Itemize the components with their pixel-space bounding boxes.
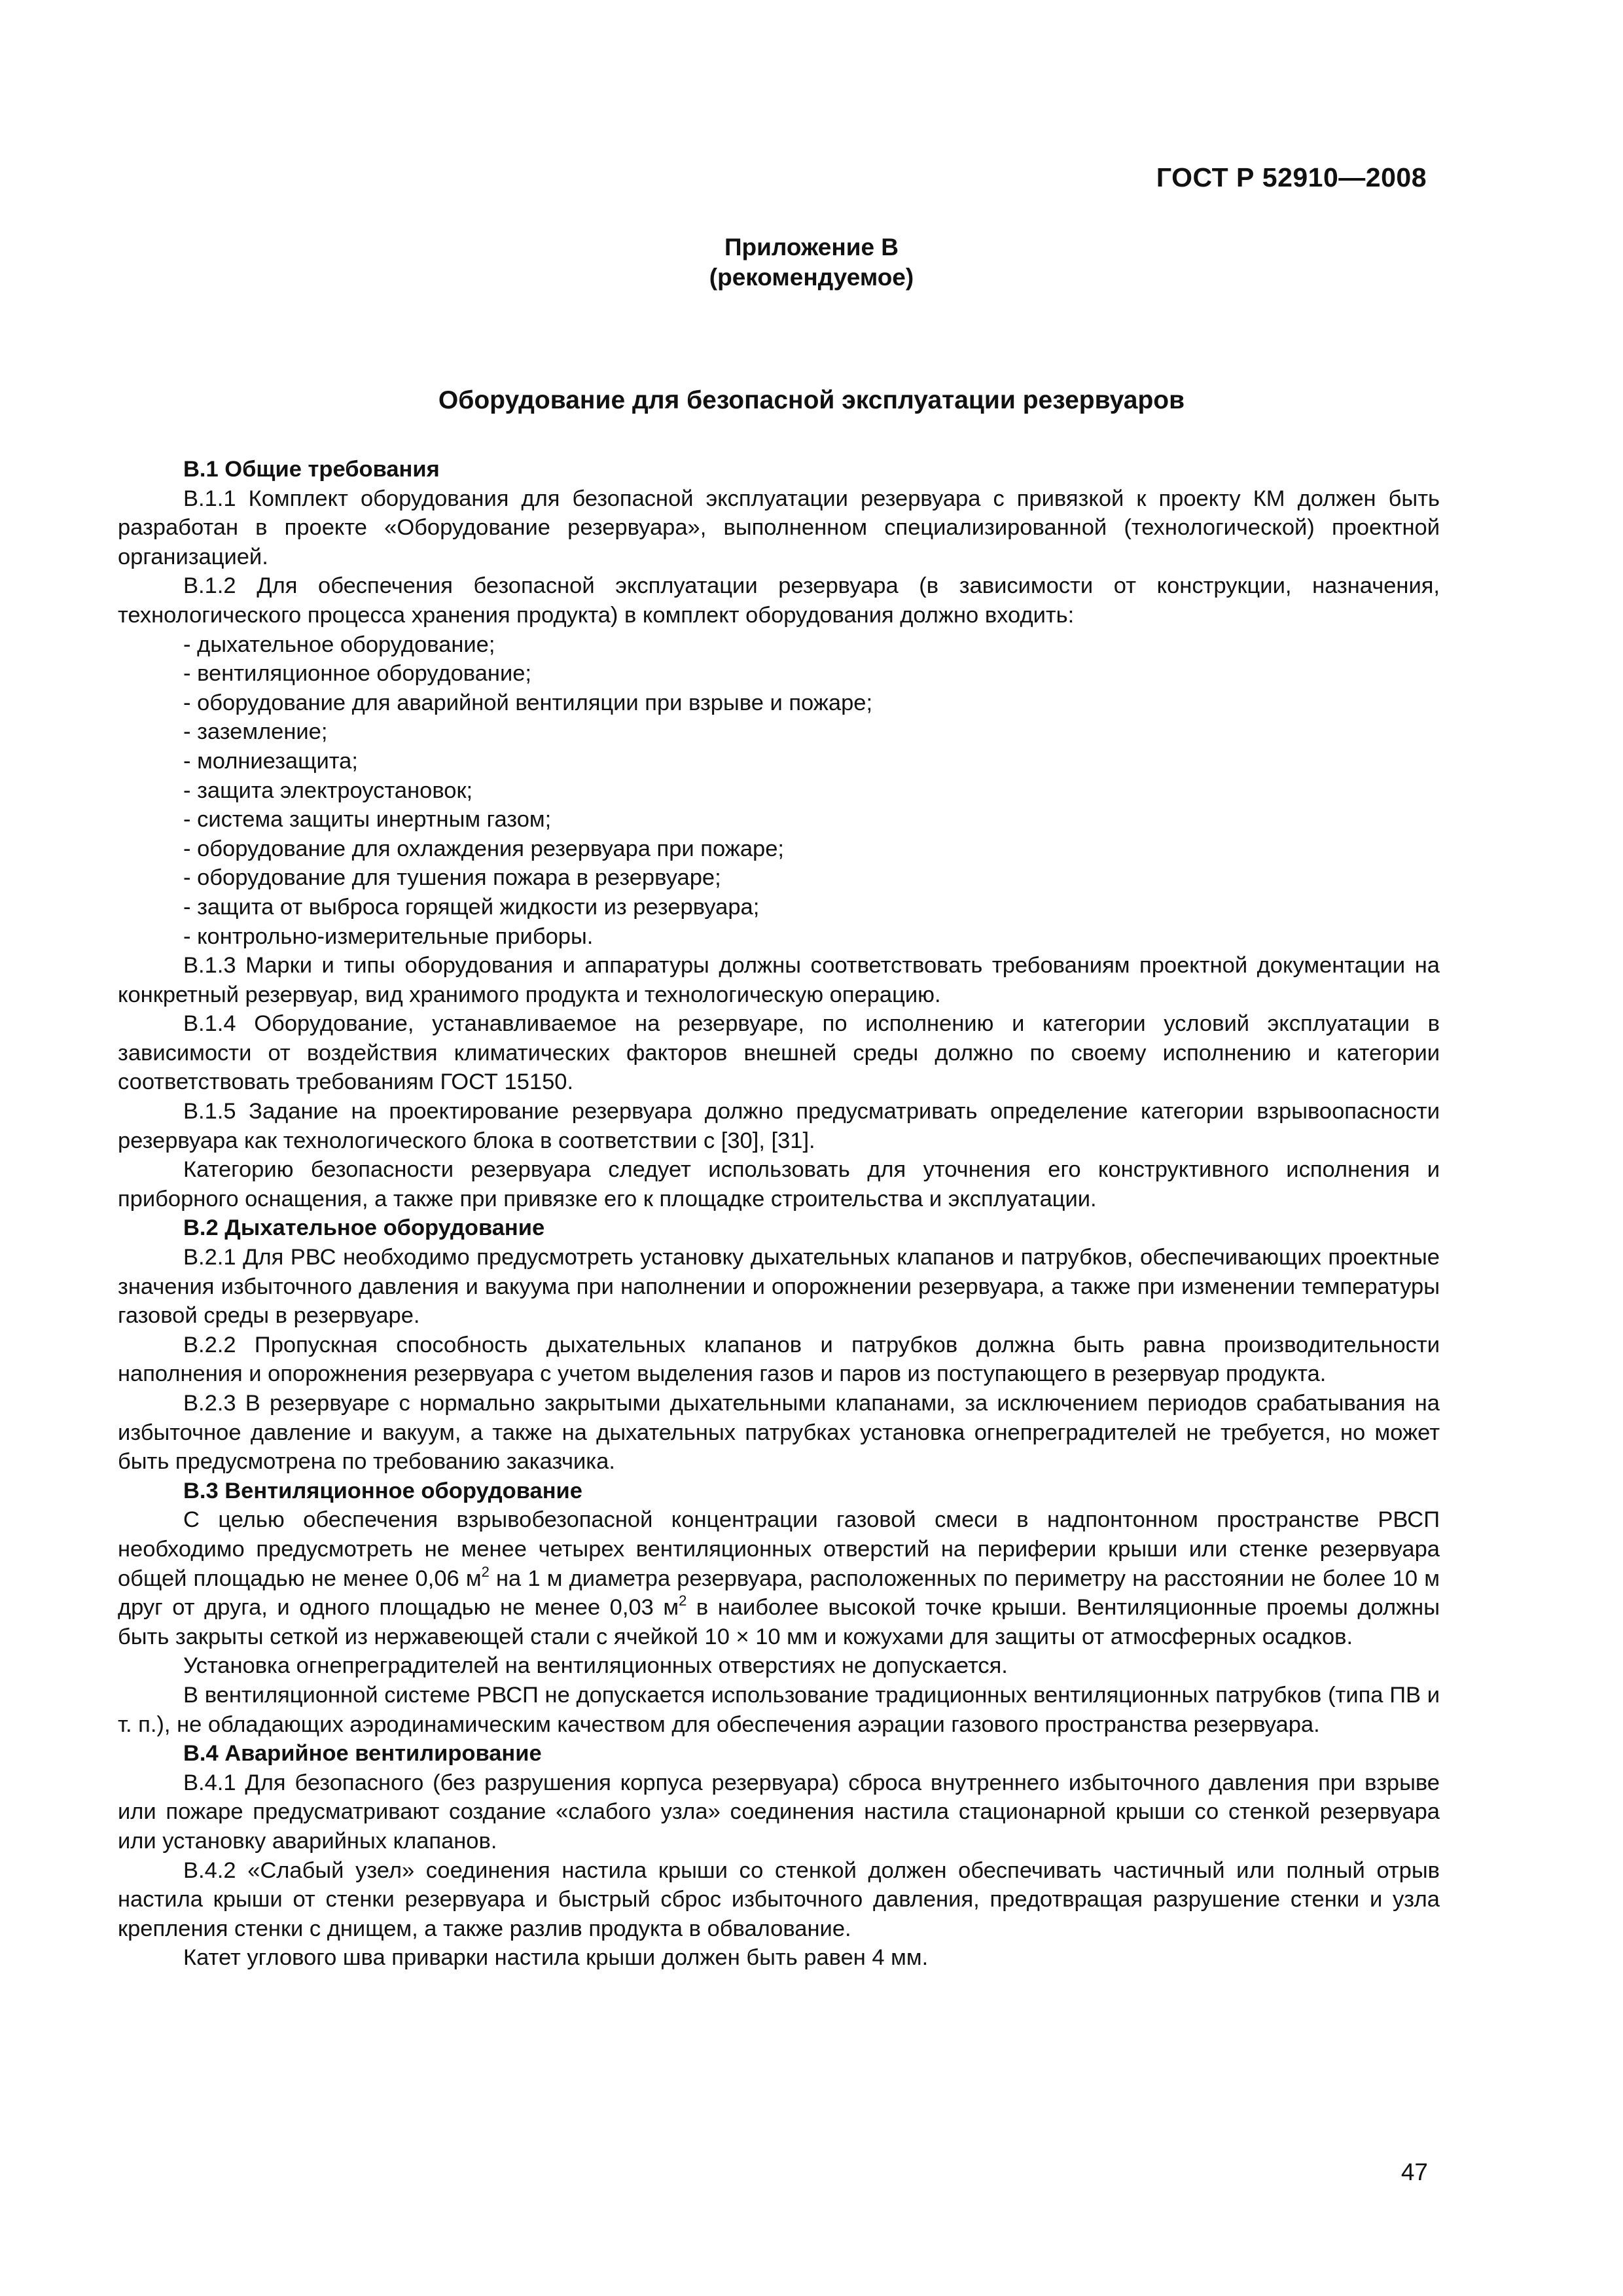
paragraph-b1-1: В.1.1 Комплект оборудования для безопасной эксплуатации резервуара с привязкой к проекту КМ должен быть разработан в проекте «Оборудование резервуара», выполненном специализированной (технологической) проектной организацией. — [118, 486, 1440, 569]
paragraph-b2-3: В.2.3 В резервуаре с нормально закрытыми дыхательными клапанами, за исключением периодов срабатывания на избыточное давление и вакуум, а также на дыхательных патрубках установка огнепреградителей не требуется, но может быть предусмотрена по требованию заказчика. — [118, 1391, 1440, 1475]
section-heading-b3: В.3 Вентиляционное оборудование — [183, 1478, 582, 1503]
paragraph-b4-3: Катет углового шва приварки настила крыши должен быть равен 4 мм. — [183, 1945, 929, 1971]
appendix-title — [0, 232, 1623, 293]
list-item: - заземление; — [118, 717, 1440, 747]
paragraph-b3-1-part-c: в наиболее высокой точке крыши. Вентиляционные проемы должны быть закрыты сеткой из нержавеющей стали с ячейкой 10 × 10 мм и кожухами для защиты от атмосферных осадков. — [118, 1595, 1440, 1649]
section-heading-b4: В.4 Аварийное вентилирование — [183, 1741, 542, 1767]
paragraph-b1-5: В.1.5 Задание на проектирование резервуара должно предусматривать определение категории взрывоопасности резервуара как технологического блока в соответствии с [30], [31]. — [118, 1099, 1440, 1153]
appendix-label: Приложение В — [724, 234, 899, 260]
list-item: - контрольно-измерительные приборы. — [118, 922, 1440, 952]
paragraph-b1-6: Категорию безопасности резервуара следует использовать для уточнения его конструктивного исполнения и приборного оснащения, а также при привязке его к площадке строительства и эксплуатации. — [118, 1157, 1440, 1211]
superscript-2: 2 — [679, 1592, 687, 1609]
document-body — [118, 455, 1440, 1973]
list-item: - вентиляционное оборудование; — [118, 659, 1440, 689]
paragraph-b4-1: В.4.1 Для безопасного (без разрушения корпуса резервуара) сброса внутреннего избыточного давления при взрыве или пожаре предусматривают создание «слабого узла» соединения настила стационарной крыши со стенкой резервуара или установку аварийных клапанов. — [118, 1770, 1440, 1854]
paragraph-b2-2: В.2.2 Пропускная способность дыхательных клапанов и патрубков должна быть равна производительности наполнения и опорожнения резервуара с учетом выделения газов и паров из поступающего в резервуар продукта. — [118, 1332, 1440, 1387]
list-item: - система защиты инертным газом; — [118, 805, 1440, 834]
page-title: Оборудование для безопасной эксплуатации резервуаров — [438, 386, 1185, 414]
paragraph-b3-1 — [118, 1505, 1440, 1651]
list-item: - защита электроустановок; — [118, 776, 1440, 806]
paragraph-b1-3: В.1.3 Марки и типы оборудования и аппаратуры должны соответствовать требованиям проектной документации на конкретный резервуар, вид хранимого продукта и технологическую операцию. — [118, 953, 1440, 1007]
paragraph-b3-1-part-b: на 1 м диаметра резервуара, расположенных по периметру на расстоянии не более 10 м друг от друга, и одного площадью не менее 0,03 м — [118, 1566, 1440, 1621]
paragraph-b4-2: В.4.2 «Слабый узел» соединения настила крыши со стенкой должен обеспечивать частичный или полный отрыв настила крыши от стенки резервуара и быстрый сброс избыточного давления, предотвращая разрушение стенки и узла крепления стенки с днищем, а также разлив продукта в обвалование. — [118, 1857, 1440, 1941]
superscript-2: 2 — [481, 1563, 490, 1580]
list-item: - дыхательное оборудование; — [118, 630, 1440, 660]
paragraph-b3-2: Установка огнепреградителей на вентиляционных отверстиях не допускается. — [183, 1653, 1008, 1679]
paragraph-b3-3: В вентиляционной системе РВСП не допускается использование традиционных вентиляционных патрубков (типа ПВ и т. п.), не обладающих аэродинамическим качеством для обеспечения аэрации газового пространства резервуара. — [118, 1682, 1440, 1737]
appendix-status: (рекомендуемое) — [709, 264, 914, 291]
paragraph-b1-2: В.1.2 Для обеспечения безопасной эксплуатации резервуара (в зависимости от конструкции, назначения, технологического процесса хранения продукта) в комплект оборудования должно входить: — [118, 573, 1440, 628]
list-item: - оборудование для охлаждения резервуара при пожаре; — [118, 834, 1440, 864]
list-item: - оборудование для тушения пожара в резервуаре; — [118, 863, 1440, 893]
page-number: 47 — [1400, 2159, 1428, 2185]
paragraph-b1-4: В.1.4 Оборудование, устанавливаемое на резервуаре, по исполнению и категории условий эксплуатации в зависимости от воздействия климатических факторов внешней среды должно по своему исполнению и категории соответствовать требованиям ГОСТ 15150. — [118, 1011, 1440, 1095]
equipment-list — [118, 630, 1440, 952]
list-item: - оборудование для аварийной вентиляции при взрыве и пожаре; — [118, 689, 1440, 718]
list-item: - молниезащита; — [118, 747, 1440, 776]
paragraph-b3-1-part-a: С целью обеспечения взрывобезопасной концентрации газовой смеси в надпонтонном пространстве РВСП необходимо предусмотреть не менее четырех вентиляционных отверстий на периферии крыши или стенке резервуара общей площадью не менее 0,06 м — [118, 1507, 1440, 1591]
document-code: ГОСТ Р 52910—2008 — [1156, 162, 1427, 192]
list-item: - защита от выброса горящей жидкости из резервуара; — [118, 893, 1440, 922]
section-heading-b1: В.1 Общие требования — [183, 457, 440, 482]
paragraph-b2-1: В.2.1 Для РВС необходимо предусмотреть установку дыхательных клапанов и патрубков, обеспечивающих проектные значения избыточного давления и вакуума при наполнении и опорожнении резервуара, а также при изменении температуры газовой среды в резервуаре. — [118, 1245, 1440, 1329]
section-heading-b2: В.2 Дыхательное оборудование — [183, 1215, 545, 1241]
